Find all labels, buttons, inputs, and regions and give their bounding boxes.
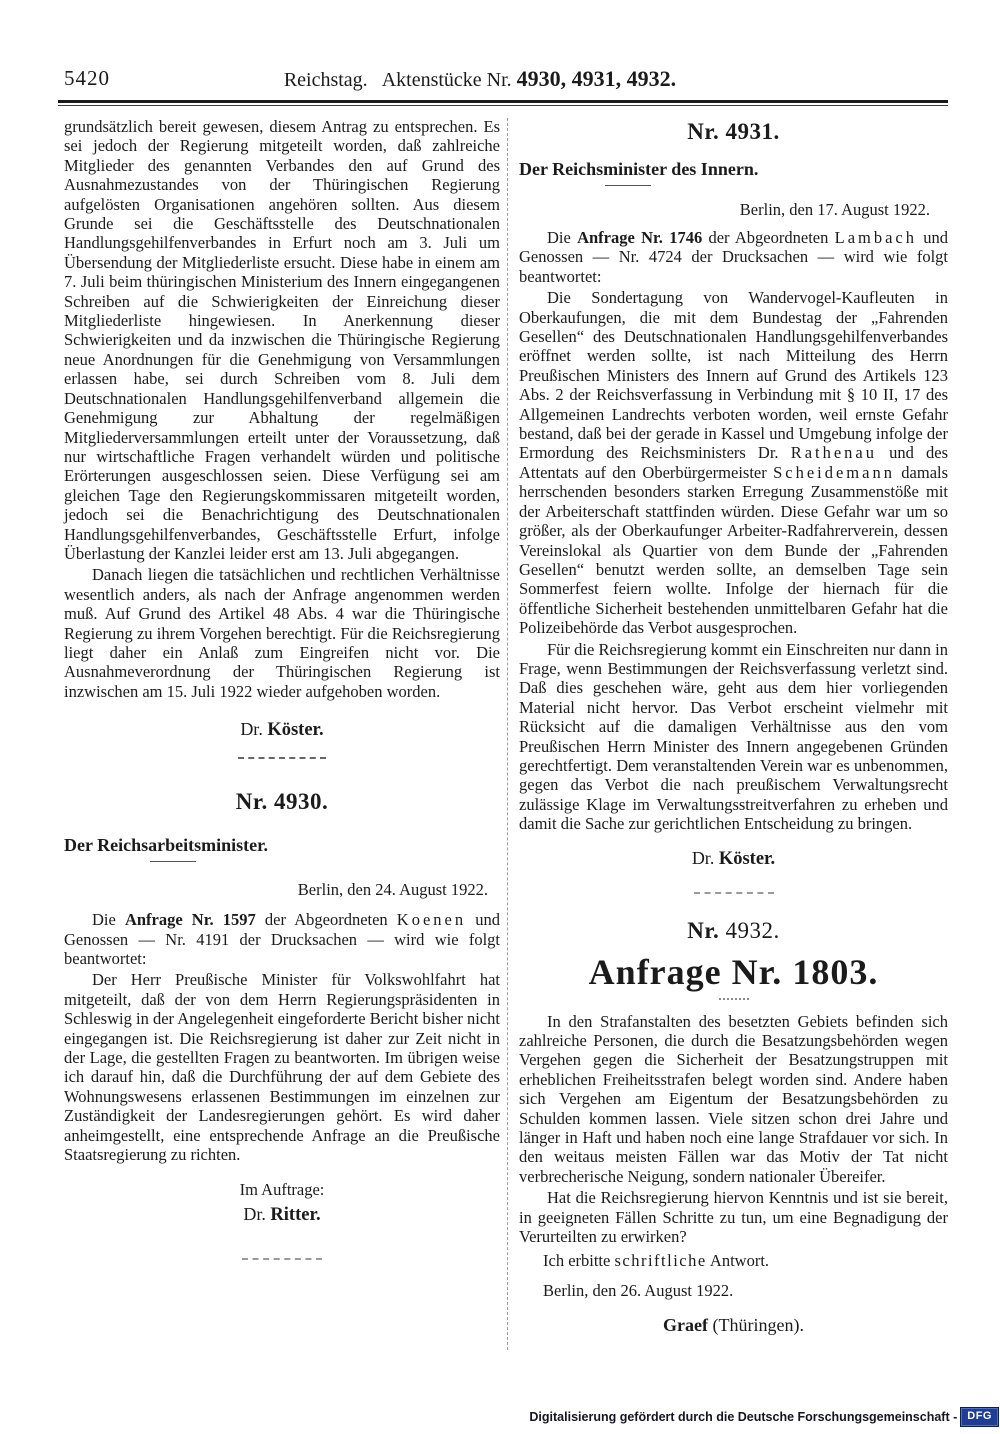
minister-heading: Der Reichsarbeitsminister. — [64, 835, 268, 856]
intro-paragraph-4931: Die Anfrage Nr. 1746 der Abgeordneten Lambach und Genossen — Nr. 4724 der Drucksachen — wird wie folgt beantwortet: — [519, 228, 949, 286]
signature-koester-left — [64, 719, 500, 741]
signature-name: Graef — [663, 1314, 708, 1335]
minister-rule — [605, 185, 651, 186]
question-paragraph-2: Hat die Reichsregierung hiervon Kenntnis und ist sie bereit, in geeigneten Fällen Schritte zu tun, um eine Begnadigung der Verurteilten zu erwirken? — [519, 1188, 948, 1247]
dateline-4930: Berlin, den 24. August 1922. — [297, 880, 488, 900]
signature-title: Dr. — [240, 719, 263, 740]
answer-paragraph-4931-a: Die Sondertagung von Wandervogel-Kaufleuten in Oberkaufungen, die mit dem Bundestag der „Fahrenden Gesellen“ des Deutschnationalen Handlungsgehilfenverbandes eröffnet werden sollte, ist nach Mitteilung des Herrn Preußischen Ministers des Innern auf Grund des Artikels 123 Abs. 2 der Reichsverfassung in Verbindung mit § 10 II, 17 des Allgemeinen Landrechts verboten worden, weil ernste Gefahr bestand, daß bei der gerade in Kassel und Umgebung infolge der Ermordung des Reichsministers Dr. Rathenau und des Attentats auf den Oberbürgermeister Scheidemann damals herrschenden besonders starken Erregung Zusammenstöße mit der Arbeiterschaft stattfinden würden. Diese Gefahr war um so größer, als der Oberkaufunger Arbeiter-Radfahrerverein, dessen Vereinslokal als Quartier von dem Bunde der „Fahrenden Gesellen“ benutzt werden sollte, an demselben Tage sein Sommerfest feiern wollte. Infolge der hiernach für die öffentliche Sicherheit bestehenden unmittelbaren Gefahr hat die Polizeibehörde das Verbot ausgesprochen. — [519, 288, 949, 638]
anfrage-heading-1803: Anfrage Nr. 1803. — [588, 951, 879, 992]
request-answer-line: Ich erbitte schriftliche Antwort. — [543, 1251, 770, 1271]
document-number-4931: Nr. 4931. — [687, 119, 780, 144]
deputy-name: Lambach — [834, 228, 918, 247]
dfg-logo: DFG — [961, 1408, 998, 1426]
person-name-rathenau: Rathenau — [790, 443, 877, 463]
signature-region: (Thüringen). — [712, 1314, 804, 1335]
right-column — [519, 117, 948, 1336]
running-head-numbers: 4930, 4931, 4932. — [516, 66, 677, 91]
signature-koester-right: Dr. Köster. — [691, 847, 776, 869]
header-rule — [58, 100, 948, 106]
left-column — [64, 117, 500, 1260]
intro-paragraph-4930: Die Anfrage Nr. 1597 der Abgeordneten Koenen und Genossen — Nr. 4191 der Drucksachen — wird wie folgt beantwortet: — [64, 910, 500, 968]
signature-ritter: Dr. Ritter. — [243, 1204, 321, 1226]
page-number: 5420 — [64, 66, 110, 90]
signature-name: Köster. — [267, 720, 324, 741]
minister-rule — [150, 861, 196, 862]
minister-heading: Der Reichsminister des Innern. — [519, 159, 759, 179]
dateline-4931: Berlin, den 17. August 1922. — [739, 200, 930, 219]
anfrage-number-bold: Anfrage Nr. 1746 — [577, 228, 703, 247]
deputy-name: Koenen — [396, 910, 467, 930]
answer-paragraph-4931-b: Für die Reichsregierung kommt ein Einschreiten nur dann in Frage, wenn Bestimmungen der Reichsverfassung verletzt sind. Daß dies geschehen wäre, geht aus dem hier vorliegenden Material nicht hervor. Das Verbot erscheint vielmehr mit Rücksicht auf die damaligen Verhältnisse aus den vom Preußischen Herrn Minister des Innern angegebenen Gründen gerechtfertigt. Dem veranstaltenden Verein war es unbenommen, gegen das Verbot die nach preußischem Verwaltungsrecht zulässige Klage im Verwaltungsstreitverfahren zu erheben und damit die Sache zur gerichtlichen Entscheidung zu bringen. — [519, 639, 948, 834]
heading-rule — [719, 998, 749, 1000]
person-name-scheidemann: Scheidemann — [773, 462, 895, 482]
section-separator — [694, 892, 774, 894]
running-head-journal: Reichstag. — [283, 69, 368, 91]
document-number-4932: Nr. 4932. — [687, 917, 780, 943]
continuation-paragraph: grundsätzlich bereit gewesen, diesem Antrag zu entsprechen. Es sei jedoch der Regierung mitgeteilt worden, daß zahlreiche Mitglieder des genannten Verbandes den auf Grund des Ausnahmezustandes von der Thüringischen Regierung aufgelösten Organisationen angehören sollten. Aus diesem Grunde sei die Geschäftsstelle des Deutschnationalen Handlungsgehilfenverbandes in Erfurt noch am 3. Juli um Übersendung der Mitgliederliste ersucht. Diese habe in einem am 7. Juli beim thüringischen Ministerium des Innern eingegangenen Schreiben auf die Schwierigkeiten der Einreichung dieser Mitgliederliste hingewiesen. In Anerkennung dieser Schwierigkeiten und da inzwischen die Thüringische Regierung neue Anordnungen für die Genehmigung von Versammlungen erlassen habe, sei durch Schreiben vom 8. Juli dem Deutschnationalen Handlungsgehilfenverband allgemein die Genehmigung zur Abhaltung der regelmäßigen Mitgliederversammlungen erteilt unter der Voraussetzung, daß nur wirtschaftliche Fragen verhandelt würden und politische Erörterungen ausgeschlossen seien. Diese Verfügung sei am gleichen Tage den Regierungskommissaren mitgeteilt worden, jedoch sei die Benachrichtigung des Deutschnationalen Handlungsgehilfenverbandes, Geschäftsstelle Erfurt, infolge Überlastung der Kanzlei leider erst am 13. Juli abgegangen. — [64, 117, 500, 563]
section-separator — [238, 757, 326, 759]
running-head-label: Aktenstücke Nr. — [381, 69, 512, 91]
document-number-4930: Nr. 4930. — [235, 789, 329, 815]
signature-graef — [519, 1315, 948, 1336]
dateline-4932: Berlin, den 26. August 1922. — [543, 1280, 734, 1300]
section-separator — [242, 1258, 322, 1260]
running-head — [0, 66, 960, 92]
question-paragraph-1: In den Strafanstalten des besetzten Gebiets befinden sich zahlreiche Personen, die durch die Besatzungsbehörden wegen Vergehen gegen die Sicherheit der Besatzungstruppen mit erheblichen Freiheitsstrafen belegt worden sind. Andere haben sich Vergehen am Eigentum der Besatzungsbehörden zu Schulden kommen lassen. Viele sitzen schon drei Jahre und länger in Haft und haben noch eine lange Strafdauer vor sich. In den weitaus meisten Fällen war das Motiv der Tat nicht verbrecherische Neigung, sondern nationaler Übereifer. — [519, 1011, 948, 1186]
digitization-footer — [529, 1408, 998, 1426]
im-auftrage: Im Auftrage: — [239, 1180, 325, 1200]
digitization-credit: Digitalisierung gefördert durch die Deutsche Forschungsgemeinschaft - — [529, 1410, 958, 1424]
column-divider — [507, 118, 508, 1350]
anfrage-number-bold: Anfrage Nr. 1597 — [124, 910, 256, 930]
paragraph: Danach liegen die tatsächlichen und rechtlichen Verhältnisse wesentlich anders, als nach der Anfrage angenommen werden muß. Auf Grund des Artikel 48 Abs. 4 war die Thüringische Regierung zu ihrem Vorgehen berechtigt. Für die Reichsregierung liegt daher ein Anlaß zum Eingreifen nicht vor. Die Ausnahmeverordnung der Thüringischen Regierung ist inzwischen am 15. Juli 1922 wieder aufgehoben worden. — [64, 565, 500, 701]
answer-paragraph-4930: Der Herr Preußische Minister für Volkswohlfahrt hat mitgeteilt, daß der von dem Herrn Regierungspräsidenten in Schleswig in der Angelegenheit eingeforderte Bericht bisher nicht eingegangen ist. Die Reichsregierung ist daher zur Zeit nicht in der Lage, die gestellten Fragen zu beantworten. Im übrigen weise ich darauf hin, daß die Durchführung der auf dem Gebiete des Wohnungswesens erlassenen Bestimmungen im einzelnen zur Zuständigkeit der Landesregierungen gehört. Es wird daher anheimgestellt, eine entsprechende Anfrage an die Preußische Staatsregierung zu richten. — [64, 970, 500, 1165]
